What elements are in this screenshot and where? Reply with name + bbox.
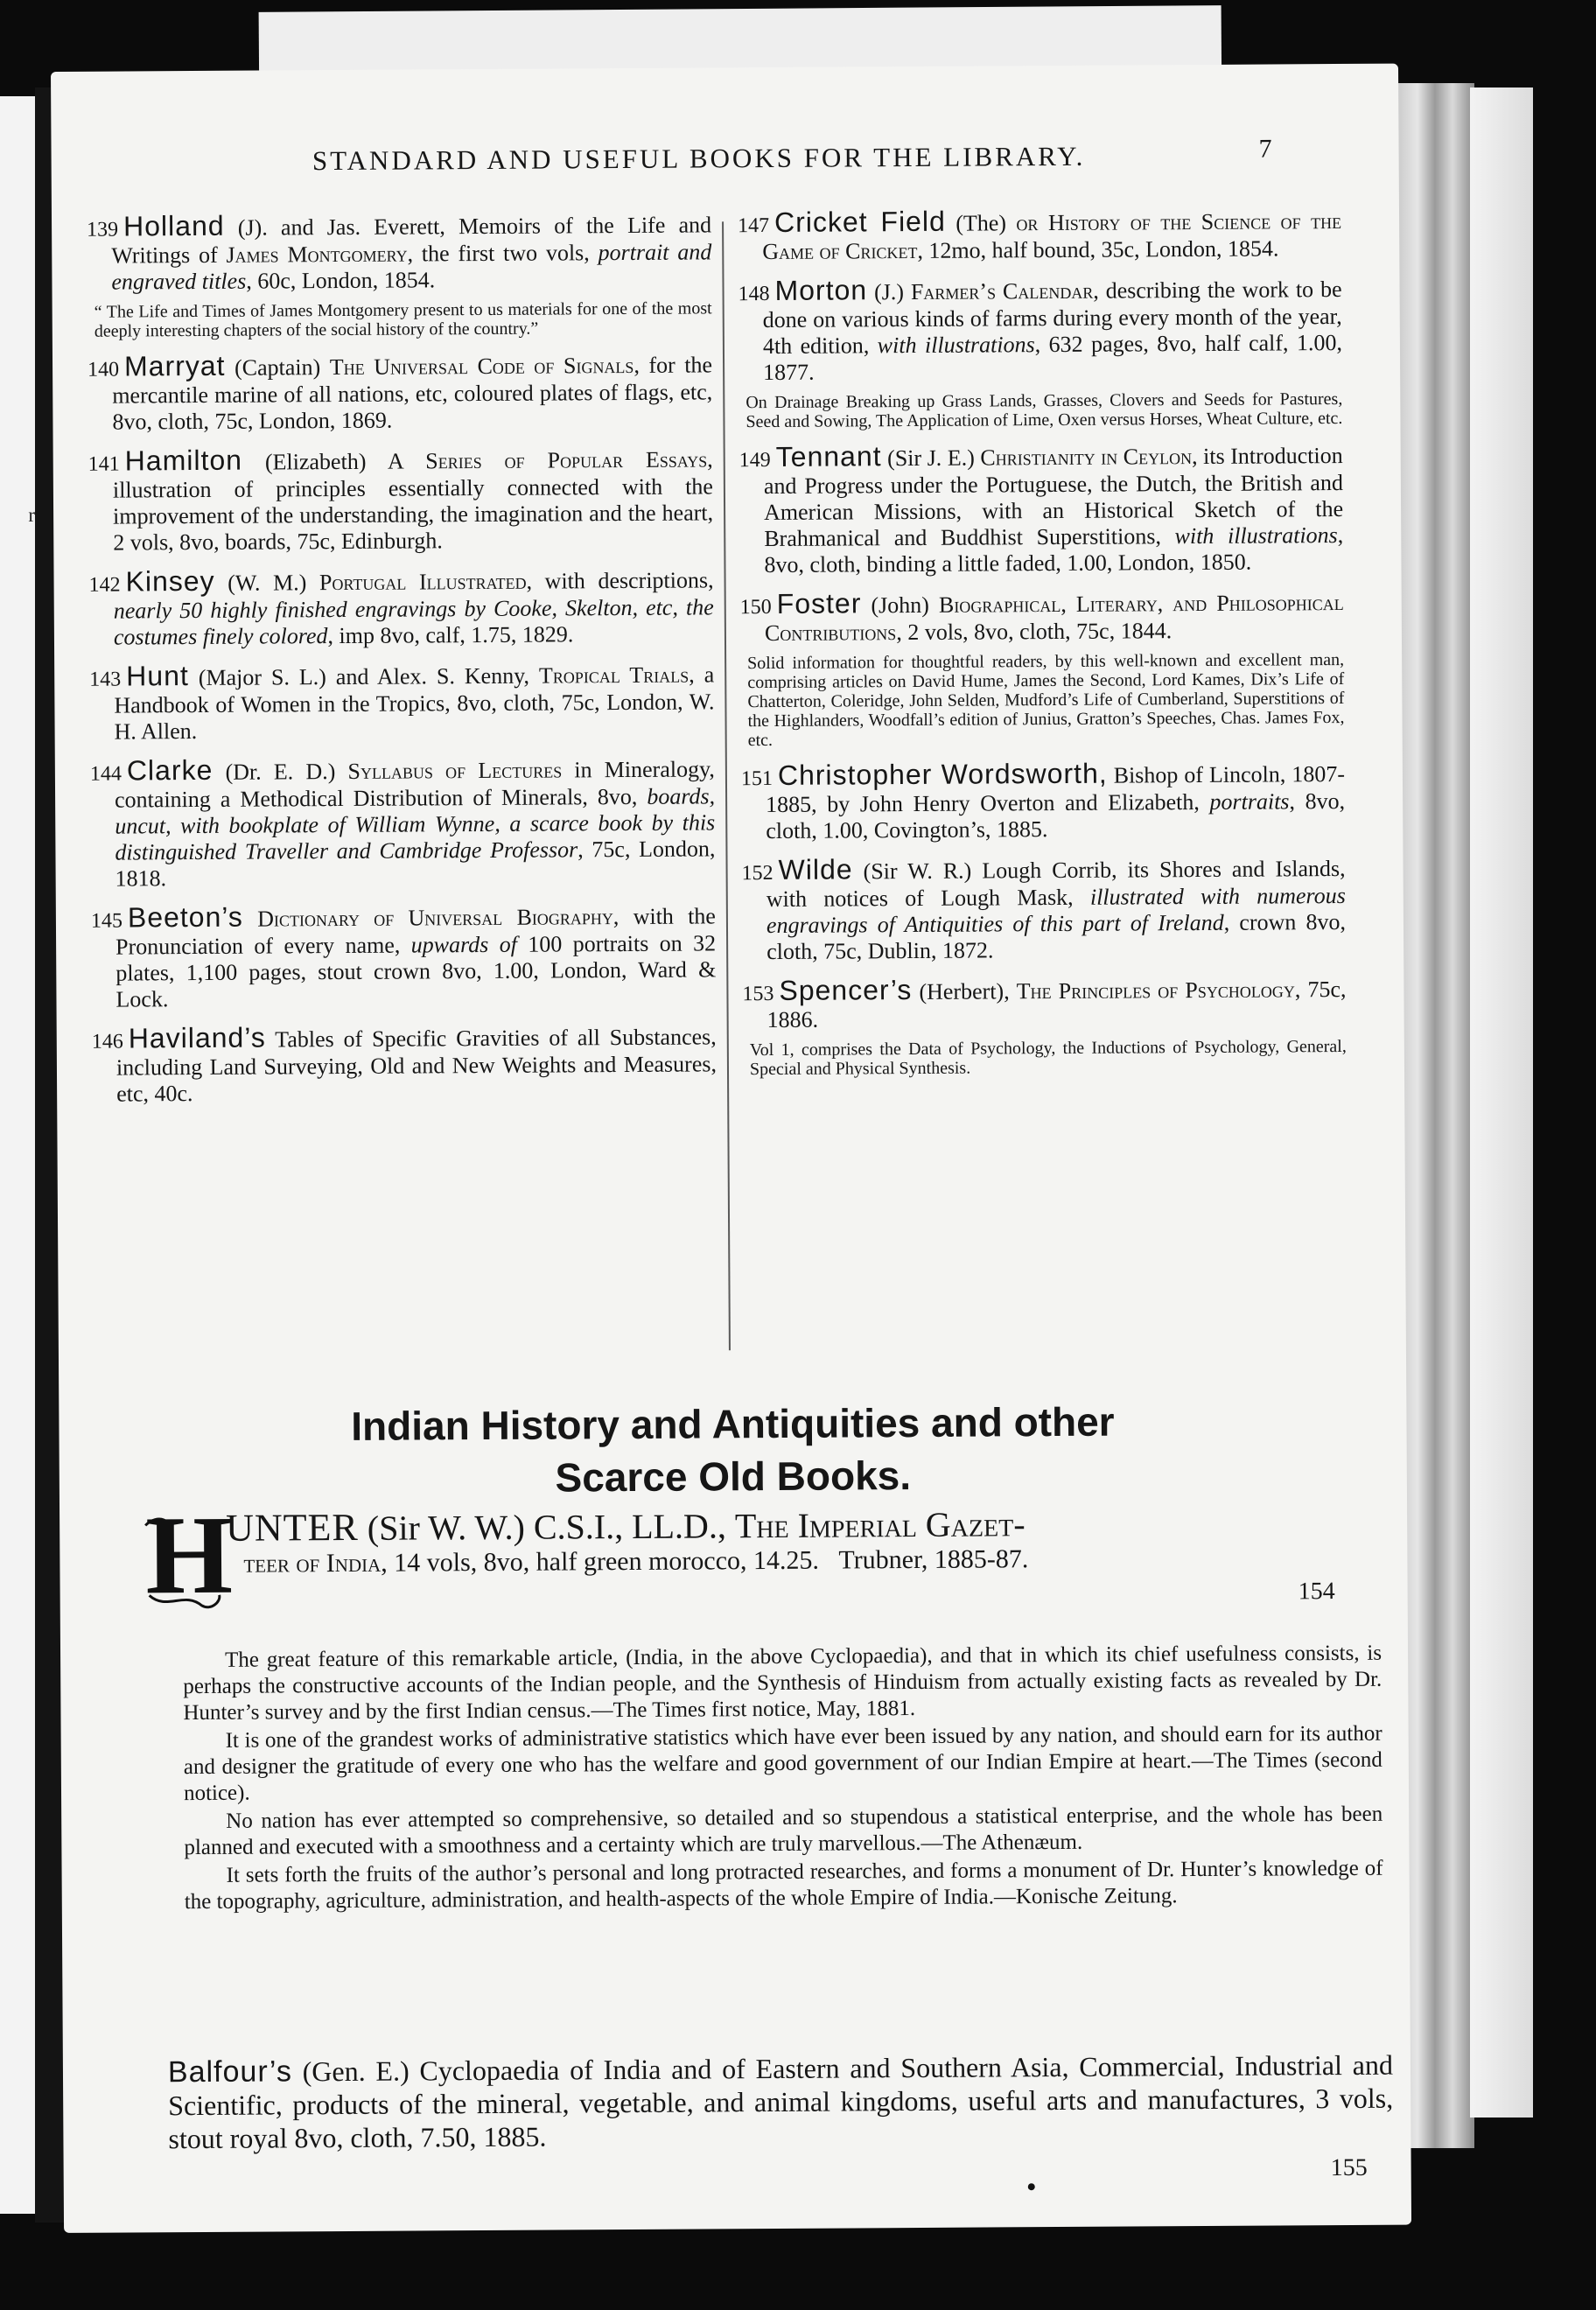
entry-text: (The) [945, 210, 1017, 236]
entry-text: , 12mo, half bound, 35c, London, 1854. [917, 235, 1279, 263]
facing-page-strip [0, 96, 35, 2214]
entry-heading: Beeton’s [127, 900, 243, 934]
facing-fragment [0, 645, 35, 674]
entry-smallcaps: Biographical, Literary, and Philosophical Contributions [764, 589, 1344, 647]
entry-number: 145 [90, 909, 123, 933]
entry-smallcaps: Farmer’s Calendar [910, 277, 1094, 305]
facing-fragment [0, 125, 35, 154]
facing-fragment [0, 1194, 35, 1222]
entry-number: 151 [740, 766, 774, 791]
balfour-text: (Gen. E.) Cyclopaedia of India and of Eastern and Southern Asia, Commercial, Industrial and Scientific, products of the mineral, vegetable, and animal kingdoms, useful arts and manufactures, 3 vols, stout royal 8vo, cloth, 7.50, 1885. [168, 2048, 1394, 2155]
facing-fragment [0, 1309, 35, 1338]
entry-number: 150 [739, 595, 772, 620]
facing-fragment [0, 270, 35, 298]
left-entry-146 [92, 1021, 718, 1107]
facing-fragment [0, 2031, 35, 2060]
entry-italic: illustrated with numerous engravings of Antiquities of this part of Ireland [766, 882, 1346, 939]
facing-fragment [0, 1598, 35, 1627]
facing-fragment [0, 1771, 35, 1800]
facing-fragment [0, 183, 35, 212]
entry-number: 140 [88, 358, 120, 382]
entry-heading: Hamilton [124, 444, 243, 477]
entry-smallcaps: Portugal Illustrated [318, 568, 527, 596]
entry-number: 147 [738, 214, 770, 238]
entry-number: 153 [742, 982, 774, 1006]
facing-fragment [0, 1367, 35, 1396]
entry-text: Bishop of Lincoln, 1807-1885, by John Henry Overton and Elizabeth, [766, 760, 1346, 818]
entry-smallcaps: Christianity in Ceylon [980, 444, 1193, 471]
hunter-item-number: 154 [1298, 1578, 1335, 1606]
balfour-item-number: 155 [1330, 2153, 1368, 2182]
column-rule [722, 221, 731, 1350]
entry-text: (J). and Jas. Everett, Memoirs of the Life and Writings of [111, 212, 712, 269]
facing-fragment [0, 327, 35, 356]
entry-heading: Wilde [778, 853, 853, 886]
entry-heading: Haviland’s [128, 1021, 266, 1054]
facing-fragment [0, 2002, 35, 2031]
entry-text: , 8vo, cloth, binding a little faded, 1.00, London, 1850. [764, 522, 1344, 578]
facing-fragment [0, 1742, 35, 1771]
book-page [51, 64, 1411, 2233]
entry-text: , imp 8vo, calf, 1.75, 1829. [327, 621, 574, 649]
entry-text: (W. M.) [214, 570, 320, 596]
entry-number: 144 [89, 762, 122, 786]
entry-text: (J.) [867, 279, 911, 305]
entry-text: , 632 pages, 8vo, half calf, 1.00, 1877. [763, 329, 1343, 386]
facing-page-fragments [0, 96, 35, 2146]
review-paragraph-3: No nation has ever attempted so comprehensive, so detailed and so stupendous a statistical enterprise, and the whole has been planned and executed with a smoothness and a certainty which are truly marvellous.—The Athenæum. [184, 1802, 1383, 1860]
entry-text: , 60c, London, 1854. [246, 267, 436, 294]
balfour-heading: Balfour’s [167, 2054, 293, 2090]
left-entry-145 [91, 900, 717, 1012]
entry-text: Tables of Specific Gravities of all Substances, including Land Surveying, Old and New Weights and Measures, etc, 40c. [116, 1024, 718, 1107]
right-entry-152 [741, 853, 1346, 965]
entry-smallcaps: James Montgomery [226, 241, 408, 268]
left-entry-144 [90, 753, 716, 892]
facing-fragment [0, 1800, 35, 1829]
hunter-reviews [183, 1641, 1383, 1915]
right-entry-153 [742, 974, 1346, 1033]
entry-note-148: On Drainage Breaking up Grass Lands, Grasses, Clovers and Seeds for Pastures, Seed and Sowing, The Application of Lime, Oxen versus Horses, Wheat Culture, etc. [746, 388, 1343, 432]
entry-text: , with descriptions, [526, 567, 714, 594]
facing-fragment [0, 1511, 35, 1540]
entry-number: 139 [87, 218, 119, 242]
facing-fragment [0, 876, 35, 905]
entry-heading: Foster [776, 587, 862, 620]
entry-text: , 8vo, cloth, 1.00, Covington’s, 1885. [766, 788, 1346, 844]
entry-text: (Dr. E. D.) [213, 758, 348, 785]
dropcap-letter: H [144, 1492, 234, 1618]
left-entry-140 [88, 349, 713, 435]
ink-dot [1028, 2183, 1035, 2190]
entry-text: , with the Pronunciation of every name, [116, 903, 717, 960]
entry-smallcaps: Dictionary of Universal Biography [257, 904, 613, 932]
page-stack-edge-outer [1470, 88, 1533, 2118]
right-entry-150 [740, 587, 1344, 647]
left-entry-143 [89, 659, 715, 745]
entry-text: (Herbert), [912, 978, 1017, 1005]
facing-fragment [0, 674, 35, 703]
entry-text: , the first two vols, [407, 240, 598, 267]
entry-text: , 75c, London, 1818. [115, 836, 716, 892]
entry-italic: portraits [1209, 788, 1290, 815]
entry-smallcaps: The Principles of Psychology [1016, 976, 1295, 1004]
facing-fragment [0, 934, 35, 962]
entry-text: , 2 vols, 8vo, cloth, 75c, 1844. [896, 618, 1172, 646]
entry-heading: Marryat [123, 349, 226, 382]
facing-fragment [0, 1684, 35, 1713]
entry-text: , its Introduction and Progress under the Portuguese, the Dutch, the British and American Missions, with an Historical Sketch of the Brahmanical and Buddhist Superstitions, [763, 442, 1344, 552]
ornamental-dropcap [140, 1492, 234, 1618]
facing-fragment [0, 1222, 35, 1251]
facing-fragment [0, 962, 35, 991]
right-entry-147 [738, 206, 1341, 265]
facing-fragment: r [28, 504, 35, 526]
entry-heading: Spencer’s [779, 974, 913, 1006]
facing-fragment [0, 1482, 35, 1511]
right-column [738, 206, 1347, 1091]
left-entry-141 [88, 444, 714, 556]
entry-heading: Tennant [775, 440, 882, 472]
facing-fragment [0, 154, 35, 183]
entry-smallcaps: Syllabus of Lectures [347, 757, 563, 784]
entry-italic: with illustrations [1174, 522, 1338, 550]
facing-fragment [0, 1540, 35, 1569]
entry-heading: Morton [774, 274, 868, 306]
entry-smallcaps: Series of Popular Essays [425, 446, 708, 474]
facing-fragment [0, 1656, 35, 1684]
entry-heading: Christopher Wordsworth, [777, 757, 1108, 791]
facing-fragment [0, 1453, 35, 1482]
entry-italic: nearly 50 highly finished engravings by Cooke, Skelton, etc, the costumes finely colored [113, 594, 714, 650]
facing-fragment [0, 414, 35, 443]
entry-text: , crown 8vo, cloth, 75c, Dublin, 1872. [766, 908, 1347, 965]
facing-fragment [0, 1858, 35, 1886]
entry-text: , for the mercantile marine of all nations, etc, coloured plates of flags, etc, 8vo, cloth, 75c, London, 1869. [112, 352, 713, 435]
facing-fragment [0, 2060, 35, 2089]
hunter-heading-line-1 [226, 1499, 1381, 1550]
facing-fragment [0, 1338, 35, 1367]
entry-text: (John) [861, 592, 940, 619]
facing-fragment [0, 905, 35, 934]
facing-fragment [0, 847, 35, 876]
facing-fragment [0, 1020, 35, 1049]
facing-fragment [0, 443, 35, 472]
facing-fragment [0, 1049, 35, 1078]
entry-note-150: Solid information for thoughtful readers, by this well-known and excellent man, comprising articles on David Hume, James the Second, Lord Kames, Dix’s Life of Chatterton, Coleridge, John Selden, Mudford’s Life of Cumberland, Superstitions of the Highlanders, Woodfall’s edition of Junius, Gratton’s Speeches, Chas. James Fox, etc. [747, 649, 1345, 751]
entry-text: (Major S. L.) and Alex. S. Kenny, [188, 662, 540, 691]
facing-fragment [0, 1713, 35, 1742]
hunter-heading-line-2 [243, 1543, 1381, 1606]
facing-fragment [0, 587, 35, 616]
facing-fragment [0, 2118, 35, 2146]
right-entry-148 [738, 274, 1342, 386]
facing-fragment [0, 241, 35, 270]
review-paragraph-1: The great feature of this remarkable article, (India, in the above Cyclopaedia), and that in which its chief usefulness consists, is perhaps the constructive accounts of the Indian people, and the Synthesis of Hinduism from actually existing facts as revealed by Dr. Hunter’s survey and by the first Indian census.—The Times first notice, May, 1881. [183, 1641, 1382, 1726]
facing-fragment [0, 1829, 35, 1858]
entry-text [243, 906, 257, 932]
entry-heading: Clarke [126, 753, 214, 787]
entry-text: , 75c, 1886. [766, 976, 1347, 1033]
facing-fragment [0, 789, 35, 818]
entry-number: 146 [91, 1030, 123, 1054]
entry-number: 152 [741, 861, 774, 886]
facing-fragment [0, 1569, 35, 1598]
facing-fragment [0, 1915, 35, 1944]
facing-fragment [0, 991, 35, 1020]
facing-fragment [0, 818, 35, 847]
facing-fragment [0, 385, 35, 414]
hunter-heading-line-2-text: teer of India, 14 vols, 8vo, half green morocco, 14.25. Trubner, 1885-87. [243, 1544, 1029, 1578]
entry-smallcaps: or History of the Science of the Game of Cricket [762, 207, 1342, 265]
left-entry-139 [87, 209, 712, 295]
entry-text: (Sir W. R.) Lough Corrib, its Shores and Islands, with notices of Lough Mask, [766, 855, 1346, 913]
entry-number: 141 [88, 452, 120, 476]
facing-fragment [0, 298, 35, 327]
facing-fragment [0, 1280, 35, 1309]
entry-text: , describing the work to be done on various kinds of farms during every month of the year, 4th edition, [762, 276, 1342, 360]
facing-fragment [0, 616, 35, 645]
entry-smallcaps: The Universal Code of Signals [329, 352, 634, 381]
facing-fragment [0, 1627, 35, 1656]
left-column [87, 209, 717, 1119]
entry-number: 143 [89, 668, 122, 691]
facing-fragment [0, 1886, 35, 1915]
entry-heading: Kinsey [125, 564, 215, 598]
facing-fragment [0, 1973, 35, 2002]
entry-heading: Cricket Field [774, 205, 946, 238]
facing-fragment [0, 472, 35, 500]
entry-text: 100 portraits on 32 plates, 1,100 pages, stout crown 8vo, 1.00, London, Ward & Lock. [116, 930, 717, 1012]
left-entry-142 [88, 564, 714, 650]
hunter-title: UNTER [226, 1505, 359, 1550]
facing-fragment [0, 760, 35, 789]
facing-fragment [0, 1107, 35, 1136]
page-number: 7 [1258, 134, 1272, 164]
facing-fragment [0, 529, 35, 558]
entry-italic: portrait and engraved titles [111, 239, 712, 295]
entry-text: (Sir J. E.) [881, 444, 981, 472]
review-paragraph-4: It sets forth the fruits of the author’s personal and long protracted researches, and forms a monument of Dr. Hunter’s knowledge of the topography, agriculture, administration, and health-aspects of the whole Empire of India.—Konische Zeitung. [184, 1856, 1383, 1914]
entry-number: 148 [738, 282, 770, 306]
entry-text: (Captain) [225, 354, 330, 381]
facing-fragment [0, 356, 35, 385]
entry-text: , a Handbook of Women in the Tropics, 8vo, cloth, 75c, London, W. H. Allen. [114, 662, 715, 745]
right-entry-151 [741, 759, 1346, 844]
entry-heading: Holland [122, 209, 225, 242]
section-heading [129, 1394, 1337, 1506]
section-heading-line-2: Scarce Old Books. [555, 1452, 912, 1501]
entry-italic: with illustrations [877, 332, 1035, 359]
right-entry-149 [739, 440, 1344, 578]
review-paragraph-2: It is one of the grandest works of administrative statistics which have ever been issued by any nation, and should earn for its author and designer the gratitude of every one who has the welfare and good government of our Indian Empire at heart.—The Times (second notice). [183, 1721, 1382, 1806]
facing-fragment [0, 1396, 35, 1424]
facing-fragment [0, 703, 35, 732]
facing-fragment [0, 1078, 35, 1107]
facing-fragment [0, 1251, 35, 1280]
facing-fragment [0, 1136, 35, 1165]
entry-italic: boards, uncut, with bookplate of William Wynne, a scarce book by this distinguished Traveller and Cambridge Professor [115, 783, 716, 865]
entry-text: , illustration of principles essentially connected with the improvement of the understanding, the imagination and the heart, 2 vols, 8vo, boards, 75c, Edinburgh. [112, 446, 714, 556]
entry-text: (Elizabeth) A [242, 448, 426, 475]
facing-fragment [0, 96, 35, 125]
entry-text: in Mineralogy, containing a Methodical Distribution of Minerals, 8vo, [114, 756, 715, 813]
facing-fragment [0, 1944, 35, 1973]
entry-smallcaps: Tropical Trials [538, 662, 690, 689]
facing-fragment [0, 1424, 35, 1453]
hunter-heading-rest: (Sir W. W.) C.S.I., LL.D., The Imperial Gazet- [367, 1504, 1026, 1548]
entry-italic: upwards of [410, 931, 518, 958]
facing-fragment [0, 1165, 35, 1194]
entry-note-139: “ The Life and Times of James Montgomery present to us materials for one of the most deeply interesting chapters of the social history of the country.” [94, 298, 712, 341]
facing-fragment [0, 558, 35, 587]
entry-heading: Hunt [126, 660, 189, 692]
entry-number: 142 [88, 573, 121, 597]
balfour-entry [167, 2048, 1394, 2182]
entry-note-153: Vol 1, comprises the Data of Psychology, the Inductions of Psychology, General, Special and Physical Synthesis. [749, 1036, 1347, 1080]
section-heading-line-1: Indian History and Antiquities and other [351, 1398, 1115, 1449]
facing-fragment [0, 212, 35, 241]
running-head: STANDARD AND USEFUL BOOKS FOR THE LIBRARY. [312, 140, 1086, 177]
facing-fragment [0, 2089, 35, 2118]
entry-number: 149 [738, 448, 771, 472]
facing-fragment [0, 732, 35, 760]
